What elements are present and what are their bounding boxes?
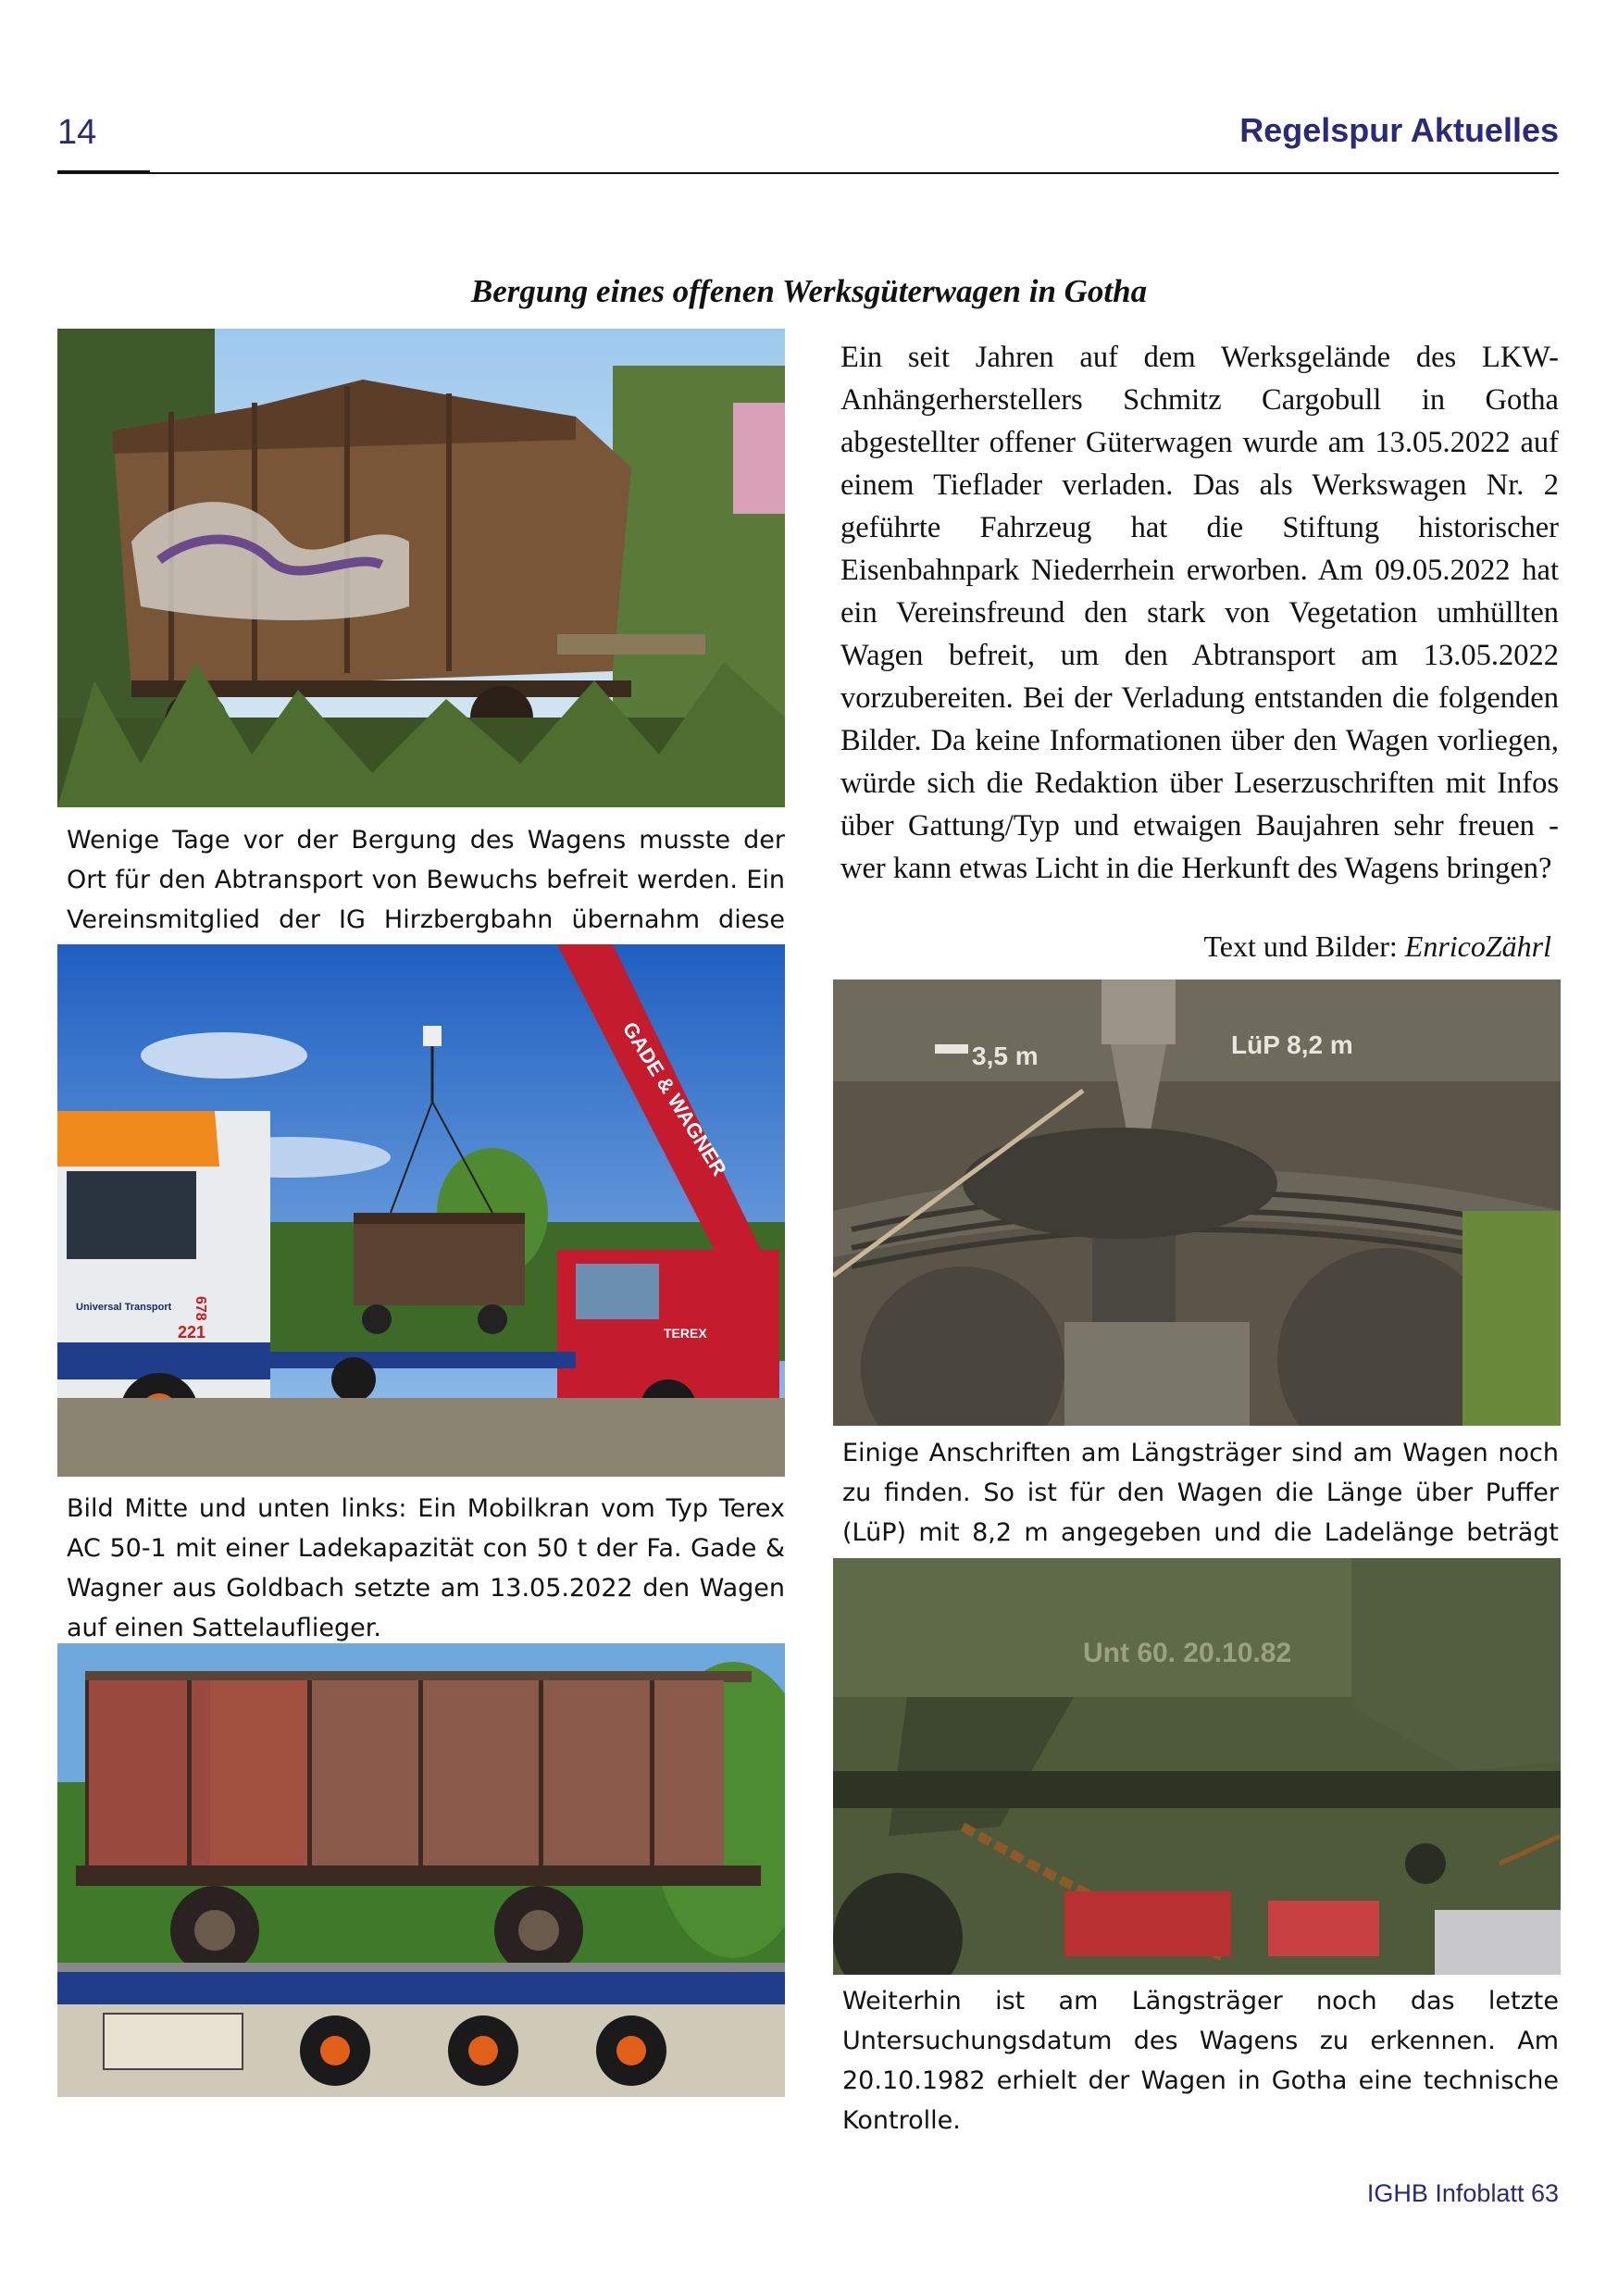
header-rule-accent: [57, 170, 150, 174]
page-number: 14: [57, 113, 97, 152]
caption-photo-5: Weiterhin ist am Längsträger noch das letzte Untersuchungsdatum des Wagens zu erkennen. Am 20.10.1982 erhielt der Wagen in Gotha eine technische Kontrolle.: [842, 1987, 1559, 2135]
photo-crane-lifting-wagon: [57, 944, 785, 1477]
article-body: Ein seit Jahren auf dem Werksgelände des LKW-Anhängerherstellers Schmitz Cargobull in Gotha abgestellter offener Güterwagen wurde am 13.05.2022 auf einem Tieflader verladen. Das als Werkswagen Nr. 2 geführte Fahrzeug hat die Stiftung historischer Eisenbahnpark Niederrhein erworben. Am 09.05.2022 hat ein Vereinsfreund den stark von Vegetation umhüllten Wagen befreit, um den Abtransport am 13.05.2022 vorzubereiten. Bei der Verladung entstanden die folgenden Bilder. Da keine Informationen über den Wagen vorliegen, würde sich die Redaktion über Leserzuschriften mit Infos über Gattung/Typ und etwaigen Baujahren sehr freuen - wer kann etwas Licht in die Herkunft des Wagens bringen?: [840, 341, 1559, 885]
caption-photo-4: Einige Anschriften am Längsträger sind am Wagen noch zu finden. So ist für den Wagen die Länge über Puffer (LüP) mit 8,2 m angegeben und die Ladelänge beträgt: [842, 1439, 1559, 1547]
photo-overgrown-wagon: [57, 329, 785, 807]
marking-lup: LüP 8,2 m: [1231, 1030, 1353, 1059]
photo-leaf-spring-markings: [833, 980, 1561, 1426]
photo-inspection-date: [833, 1558, 1561, 1975]
truck-company: Universal Transport: [76, 1302, 172, 1313]
article-headline: Bergung eines offenen Werksgüterwagen in Gotha: [470, 273, 1148, 309]
truck-number: 221: [178, 1323, 206, 1341]
marking-inspection-date: Unt 60. 20.10.82: [1083, 1638, 1292, 1668]
photo-wagon-on-trailer: [57, 1643, 785, 2097]
footer-publication: IGHB Infoblatt 63: [1366, 2179, 1559, 2207]
section-title: Regelspur Aktuelles: [1239, 111, 1559, 149]
marking-load-length: 3,5 m: [972, 1042, 1039, 1070]
header-rule: [57, 172, 1559, 174]
credit-author: EnricoZährl: [1404, 930, 1551, 963]
truck-side-number: 678: [193, 1296, 208, 1321]
credit-label: Text und Bilder:: [1203, 930, 1398, 963]
crane-brand-label: GADE & WAGNER: [617, 1017, 732, 1180]
crane-model-label: TEREX: [664, 1326, 707, 1341]
caption-photo-1: Wenige Tage vor der Bergung des Wagens musste der Ort für den Abtransport von Bewuchs befreit werden. Ein Vereinsmitglied der IG Hirzbergbahn übernahm diese: [67, 826, 785, 934]
caption-photo-2: Bild Mitte und unten links: Ein Mobilkran vom Typ Terex AC 50-1 mit einer Ladekapazität con 50 t der Fa. Gade & Wagner aus Goldbach setzte am 13.05.2022 den Wagen auf einen Sattelauflieger.: [67, 1494, 785, 1642]
article-credit: [1203, 930, 1551, 964]
